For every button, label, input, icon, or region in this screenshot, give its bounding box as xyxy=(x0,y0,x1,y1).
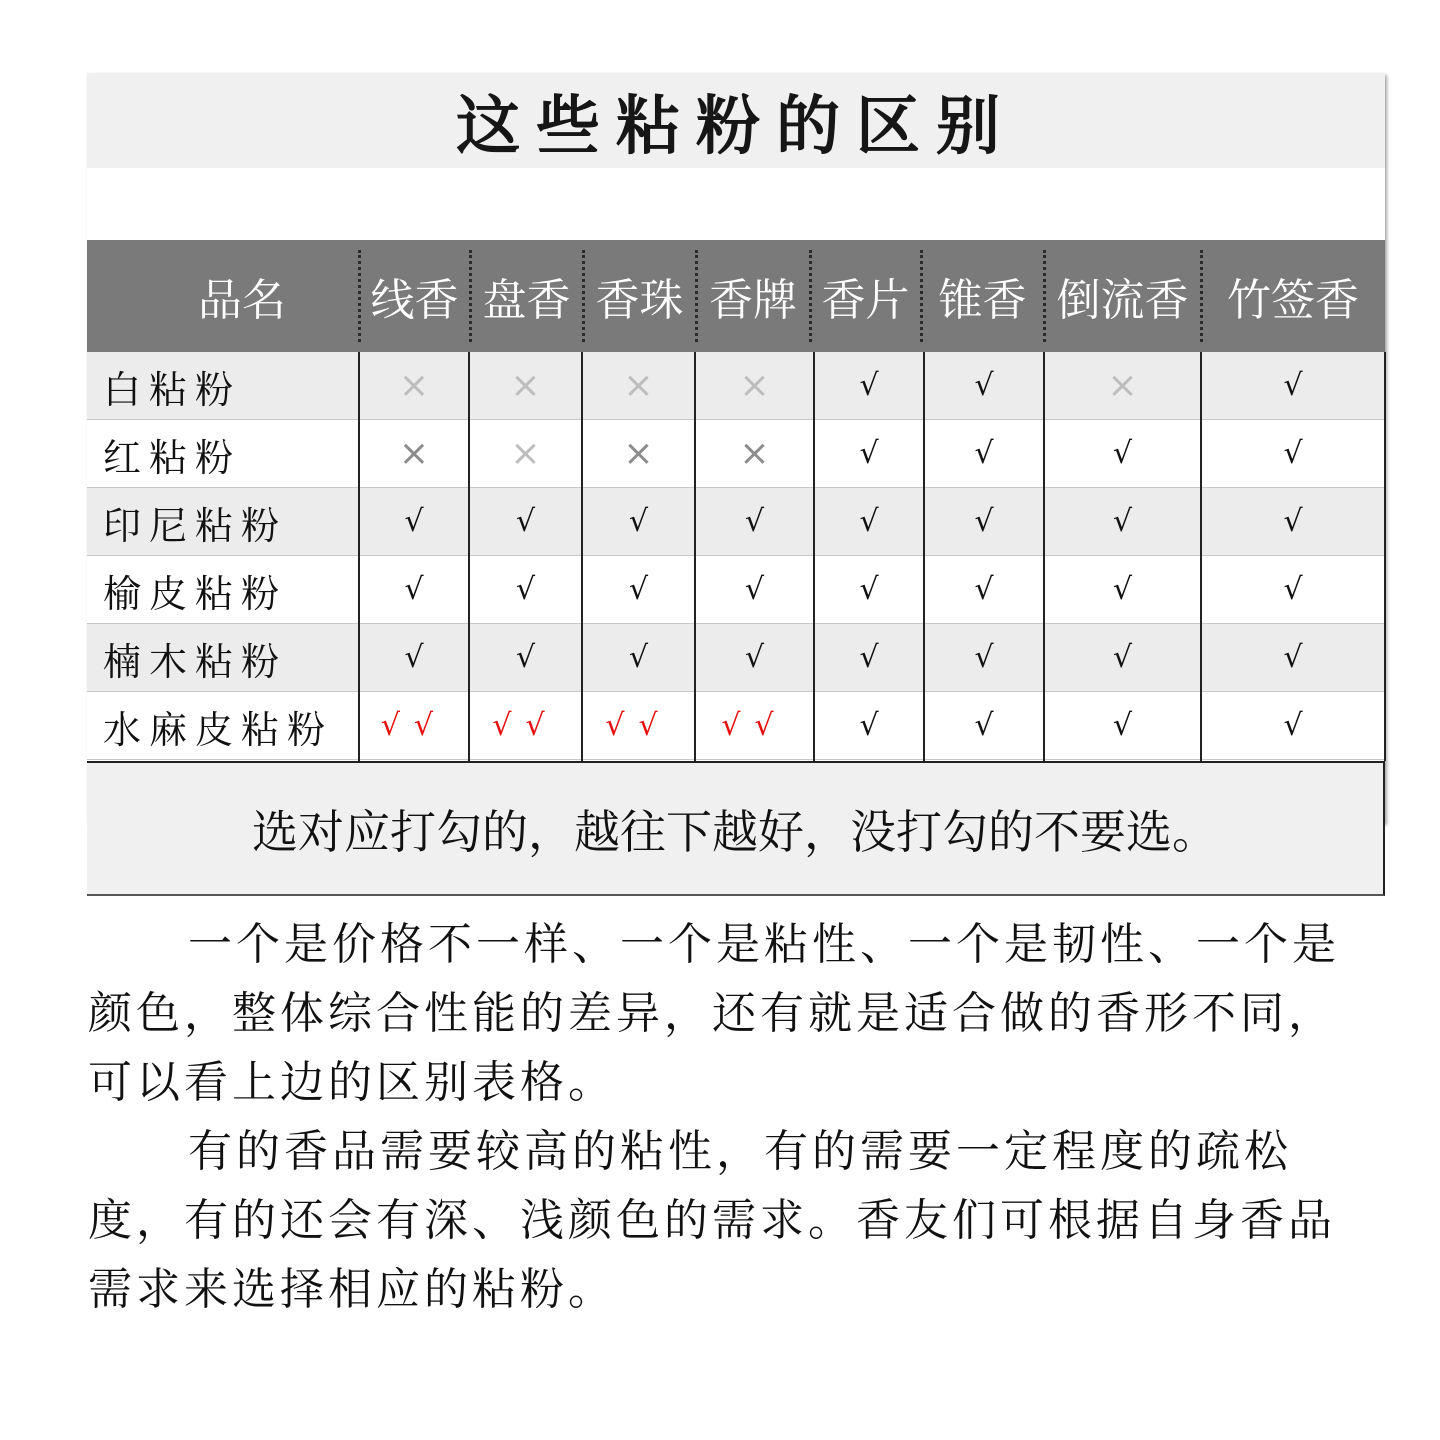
table-cell xyxy=(814,624,924,692)
check-mark: √ xyxy=(1112,708,1133,743)
table-cell xyxy=(359,556,469,624)
header-column: 竹签香 xyxy=(1227,275,1359,326)
cross-mark: × xyxy=(398,433,430,474)
check-mark: √ xyxy=(859,572,879,607)
column-divider xyxy=(1384,352,1386,761)
table-header xyxy=(87,240,1385,352)
table-cell xyxy=(1044,488,1201,556)
table-cell xyxy=(924,624,1044,692)
check-mark: √ xyxy=(1112,640,1133,675)
row-name: 红粘粉 xyxy=(103,435,242,480)
cross-mark: × xyxy=(739,365,770,406)
check-mark: √ xyxy=(1283,436,1303,471)
check-mark: √ xyxy=(974,436,994,471)
table-cell xyxy=(469,556,582,624)
check-mark: √ xyxy=(859,368,879,403)
check-mark: √ xyxy=(515,504,536,539)
check-mark: √ xyxy=(628,572,649,607)
table-cell xyxy=(814,352,924,420)
double-check-mark: √√ xyxy=(721,708,788,743)
column-divider xyxy=(468,352,470,761)
check-mark: √ xyxy=(859,436,879,471)
table-cell xyxy=(469,420,582,488)
table-cell xyxy=(1044,692,1201,760)
table-cell xyxy=(695,352,814,420)
header-column: 香珠 xyxy=(595,275,684,326)
table-cell xyxy=(469,352,582,420)
table-cell xyxy=(1201,420,1385,488)
column-divider xyxy=(581,352,583,761)
header-column: 香片 xyxy=(821,275,910,326)
check-mark: √ xyxy=(1283,504,1303,539)
table-cell xyxy=(1201,488,1385,556)
check-mark: √ xyxy=(859,708,879,743)
table-cell xyxy=(695,420,814,488)
description-paragraph: 一个是价格不一样、一个是粘性、一个是韧性、一个是颜色，整体综合性能的差异，还有就是适合做的香形不同，可以看上边的区别表格。 xyxy=(88,919,1340,1108)
check-mark: √ xyxy=(404,572,424,607)
table-cell xyxy=(695,624,814,692)
header-column: 香牌 xyxy=(709,275,797,326)
cross-mark: × xyxy=(623,365,654,406)
check-mark: √ xyxy=(744,640,765,675)
column-divider xyxy=(694,352,696,761)
table-cell xyxy=(695,556,814,624)
table-cell xyxy=(814,488,924,556)
check-mark: √ xyxy=(859,504,879,539)
table-cell xyxy=(814,692,924,760)
cross-mark: × xyxy=(398,365,430,406)
column-divider xyxy=(358,352,360,761)
table-cell xyxy=(1201,556,1385,624)
comparison-card xyxy=(87,73,1385,859)
table-row xyxy=(87,556,1385,624)
table-cell xyxy=(359,624,469,692)
table-cell xyxy=(469,624,582,692)
check-mark: √ xyxy=(974,572,994,607)
cross-mark: × xyxy=(510,365,541,406)
check-mark: √ xyxy=(744,504,765,539)
table-cell xyxy=(1201,352,1385,420)
table-row xyxy=(87,624,1385,692)
table-cell xyxy=(695,488,814,556)
column-divider xyxy=(1200,352,1202,761)
table-cell xyxy=(582,352,695,420)
header-column: 倒流香 xyxy=(1056,275,1189,326)
cross-mark: × xyxy=(510,433,541,474)
table-cell xyxy=(359,420,469,488)
check-mark: √ xyxy=(515,572,536,607)
table-cell xyxy=(582,556,695,624)
check-mark: √ xyxy=(744,572,765,607)
header-column: 锥香 xyxy=(938,275,1027,326)
table-cell xyxy=(924,420,1044,488)
check-mark: √ xyxy=(1283,368,1303,403)
column-divider xyxy=(923,352,925,761)
table-cell xyxy=(582,488,695,556)
table-cell xyxy=(359,352,469,420)
row-name: 水麻皮粘粉 xyxy=(103,707,334,752)
table-cell xyxy=(814,556,924,624)
table-cell xyxy=(1044,352,1201,420)
row-name: 榆皮粘粉 xyxy=(103,571,288,616)
column-divider xyxy=(1043,352,1045,761)
table-row xyxy=(87,420,1385,488)
table-cell xyxy=(359,692,469,760)
check-mark: √ xyxy=(628,640,649,675)
check-mark: √ xyxy=(974,504,994,539)
double-check-mark: √√ xyxy=(605,708,672,743)
table-cell xyxy=(359,488,469,556)
row-name: 楠木粘粉 xyxy=(103,639,288,684)
cross-mark: × xyxy=(623,433,654,474)
cross-mark: × xyxy=(1107,365,1138,406)
description-paragraph: 有的香品需要较高的粘性，有的需要一定程度的疏松度，有的还会有深、浅颜色的需求。香友们可根据自身香品需求来选择相应的粘粉。 xyxy=(88,1126,1336,1315)
check-mark: √ xyxy=(1112,436,1133,471)
table-cell xyxy=(1201,692,1385,760)
check-mark: √ xyxy=(974,708,994,743)
table-cell xyxy=(582,420,695,488)
description xyxy=(88,910,1348,1324)
table-cell xyxy=(1044,624,1201,692)
check-mark: √ xyxy=(404,504,424,539)
row-name: 白粘粉 xyxy=(103,367,242,412)
check-mark: √ xyxy=(1283,640,1303,675)
check-mark: √ xyxy=(1112,504,1133,539)
check-mark: √ xyxy=(974,368,994,403)
check-mark: √ xyxy=(859,640,879,675)
check-mark: √ xyxy=(515,640,536,675)
check-mark: √ xyxy=(1112,572,1133,607)
row-name: 印尼粘粉 xyxy=(103,503,288,548)
column-divider xyxy=(813,352,815,761)
table-cell xyxy=(924,488,1044,556)
table-cell xyxy=(1044,556,1201,624)
table-cell xyxy=(469,488,582,556)
check-mark: √ xyxy=(974,640,994,675)
double-check-mark: √√ xyxy=(492,708,559,743)
footer-note: 选对应打勾的，越往下越好，没打勾的不要选。 xyxy=(252,804,1218,859)
header-column: 盘香 xyxy=(482,275,571,326)
table-cell xyxy=(469,692,582,760)
row-divider xyxy=(87,759,1385,760)
check-mark: √ xyxy=(1283,708,1303,743)
table-footer xyxy=(87,761,1385,896)
table-cell xyxy=(924,556,1044,624)
table-cell xyxy=(1044,420,1201,488)
header-column: 线香 xyxy=(370,275,459,326)
header-name-label: 品名 xyxy=(198,275,286,326)
table-cell xyxy=(582,692,695,760)
table-cell xyxy=(924,692,1044,760)
table-cell xyxy=(924,352,1044,420)
table-cell xyxy=(814,420,924,488)
table-row xyxy=(87,692,1385,760)
table-cell xyxy=(695,692,814,760)
cross-mark: × xyxy=(739,433,770,474)
check-mark: √ xyxy=(628,504,649,539)
table-title: 这些粘粉的区别 xyxy=(456,88,1016,164)
table-row xyxy=(87,352,1385,420)
table-cell xyxy=(1201,624,1385,692)
double-check-mark: √√ xyxy=(380,708,448,743)
check-mark: √ xyxy=(1283,572,1303,607)
check-mark: √ xyxy=(404,640,424,675)
table-row xyxy=(87,488,1385,556)
title-bar xyxy=(87,73,1385,168)
table-cell xyxy=(582,624,695,692)
